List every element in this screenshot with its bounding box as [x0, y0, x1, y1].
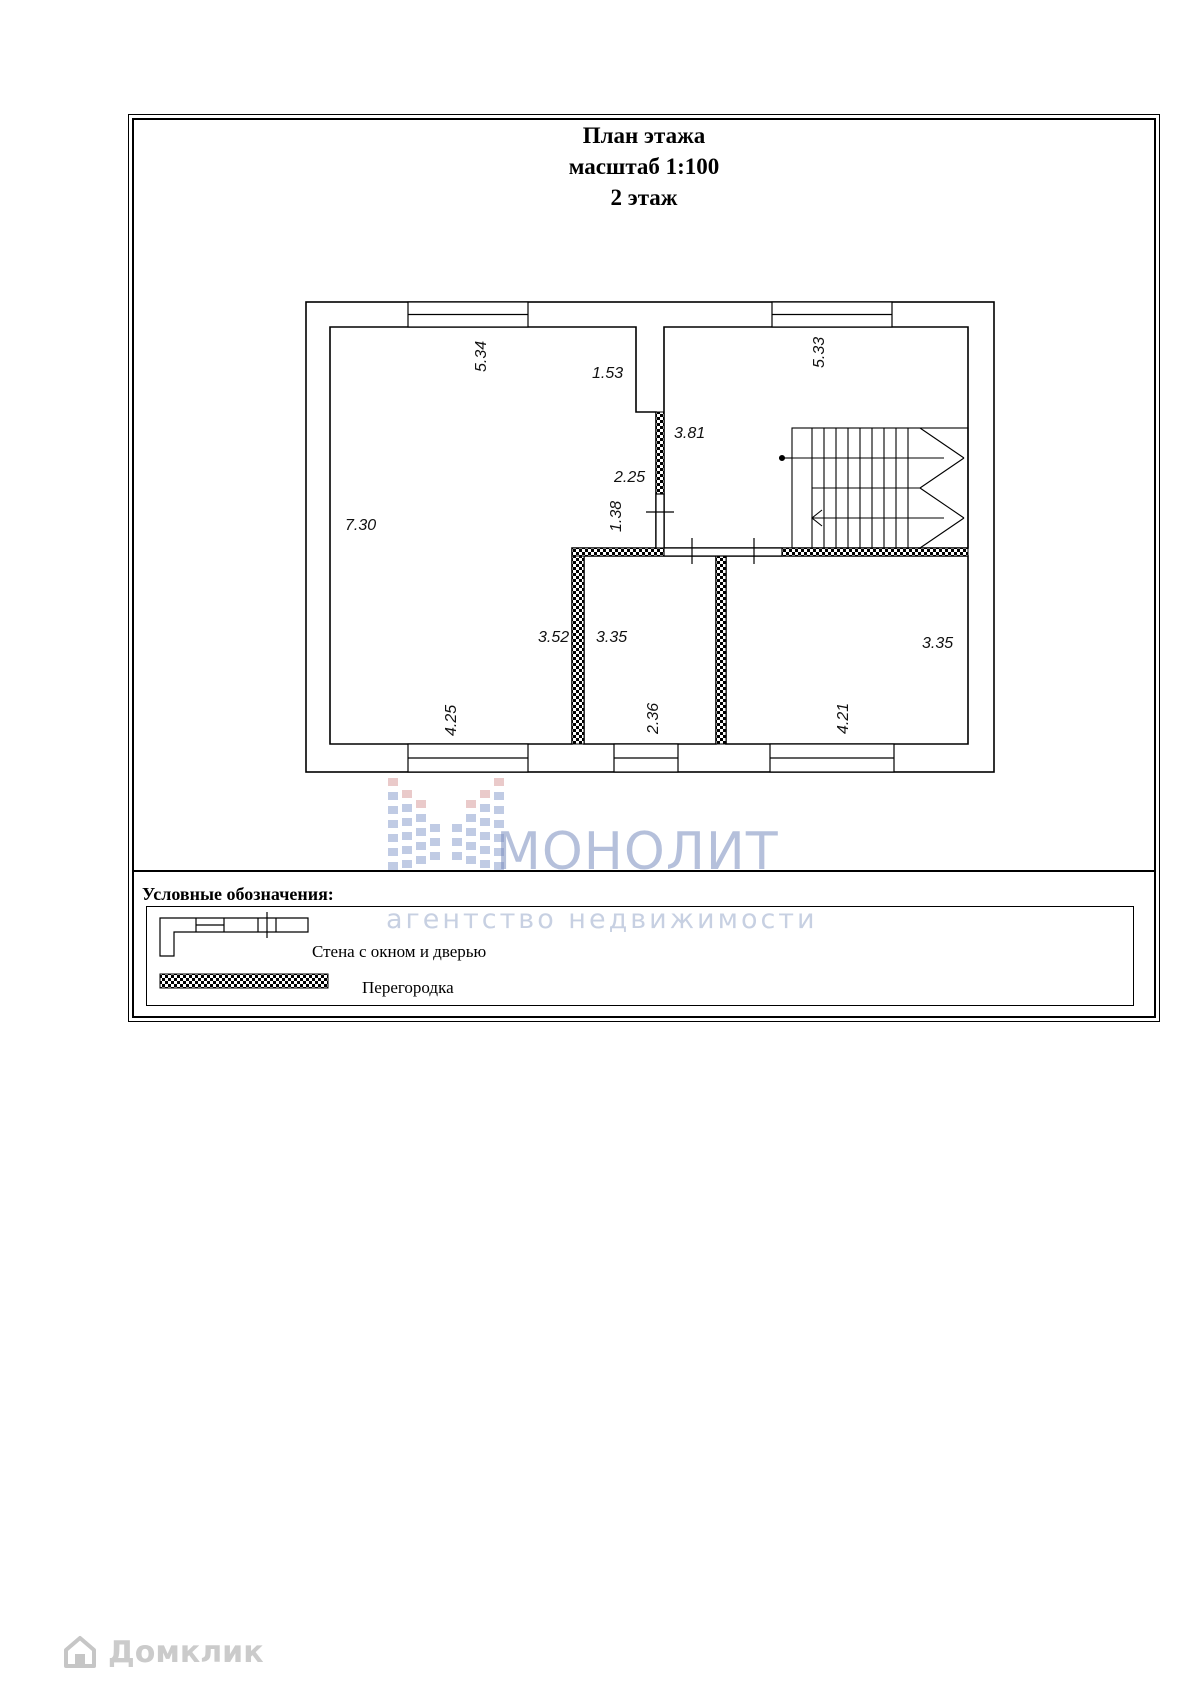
dim-left-room-height: 7.30	[345, 517, 377, 534]
dim-left-room-bottom: 4.25	[443, 704, 460, 736]
watermark-subtitle: агентство недвижимости	[386, 904, 818, 935]
domclick-text: Домклик	[108, 1634, 264, 1670]
exterior-walls	[306, 302, 994, 772]
domclick-watermark	[60, 1632, 264, 1672]
dim-right-room-height: 3.35	[922, 635, 954, 652]
legend-title: Условные обозначения:	[142, 884, 334, 904]
watermark-name: МОНОЛИТ	[496, 822, 779, 882]
dim-small-room-bottom: 2.36	[645, 702, 662, 734]
door-icon	[646, 494, 782, 564]
domclick-logo-icon	[60, 1632, 100, 1672]
dim-corridor-upper: 2.25	[614, 469, 646, 486]
dim-notch-width: 1.53	[592, 365, 624, 382]
title-plan: План этажа	[582, 123, 706, 148]
title-scale: масштаб 1:100	[568, 154, 720, 179]
room-dimensions	[345, 337, 953, 736]
legend-partition-label: Перегородка	[362, 978, 454, 997]
legend-wall-label: Стена с окном и дверью	[312, 942, 487, 961]
staircase-icon	[780, 428, 969, 548]
dim-small-room-left: 3.52	[538, 629, 570, 646]
dim-left-room-top: 5.34	[473, 340, 490, 372]
dim-stair-room-top: 5.33	[811, 336, 828, 368]
title-floor: 2 этаж	[610, 185, 678, 210]
dim-small-room-right: 3.35	[596, 629, 628, 646]
monolith-logo-icon	[388, 778, 504, 870]
dim-right-room-bottom: 4.21	[835, 702, 852, 734]
dim-corridor-lower: 1.38	[608, 500, 625, 532]
partition-walls	[572, 412, 968, 744]
dim-stair-room-side: 3.81	[674, 425, 706, 442]
